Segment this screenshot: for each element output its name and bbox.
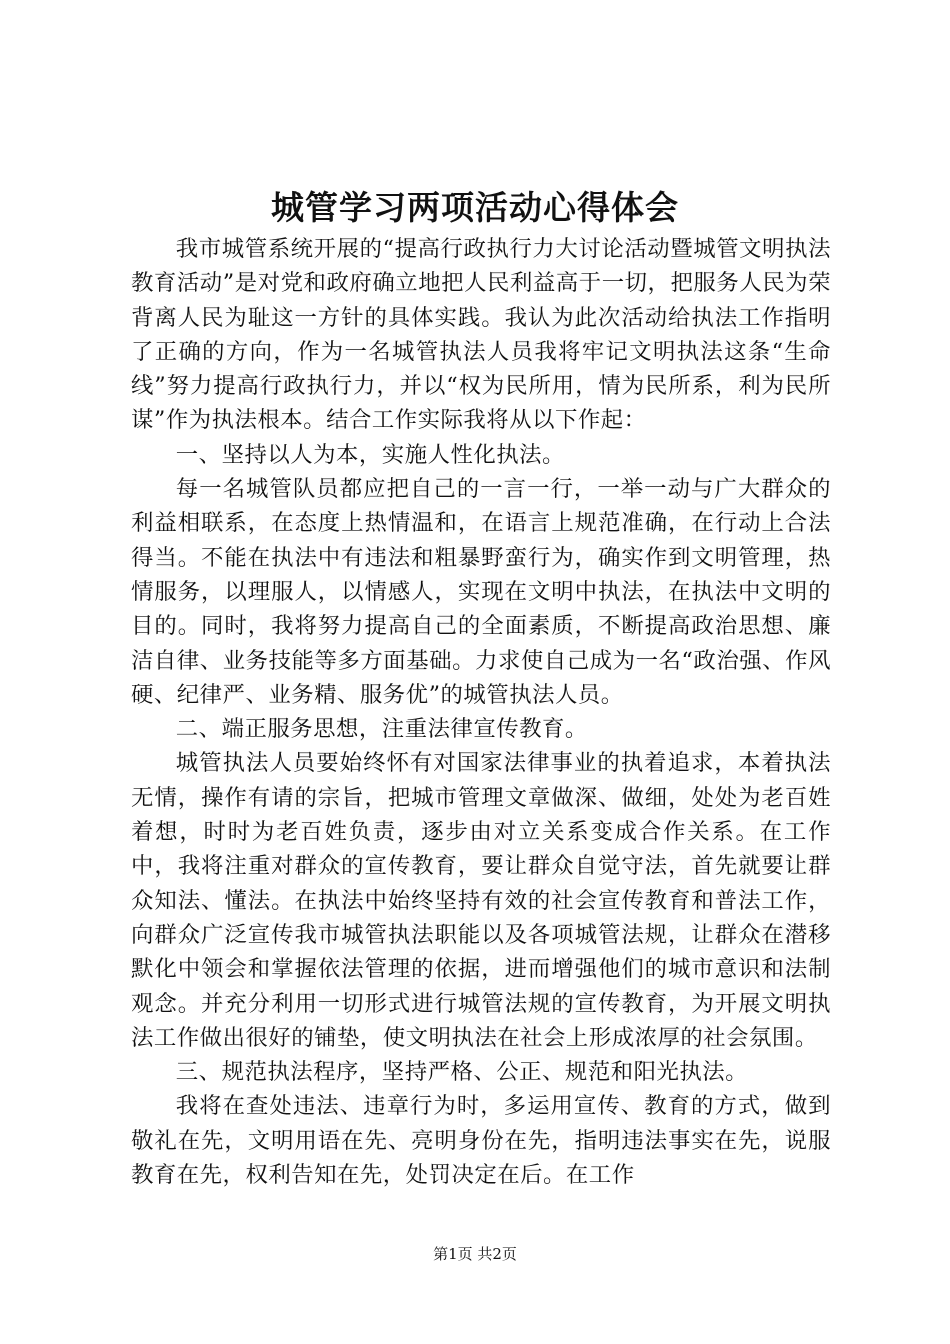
document-body (131, 232, 831, 1192)
page-number-footer: 第1页 共2页 (433, 1245, 517, 1263)
paragraph-section-2: 城管执法人员要始终怀有对国家法律事业的执着追求，本着执法无情，操作有请的宗旨，把城市管理文章做深、做细，处处为老百姓着想，时时为老百姓负责，逐步由对立关系变成合作关系。在工作中，我将注重对群众的宣传教育，要让群众自觉守法，首先就要让群众知法、懂法。在执法中始终坚持有效的社会宣传教育和普法工作，向群众广泛宣传我市城管执法职能以及各项城管法规，让群众在潜移默化中领会和掌握依法管理的依据，进而增强他们的城市意识和法制观念。并充分利用一切形式进行城管法规的宣传教育，为开展文明执法工作做出很好的铺垫，使文明执法在社会上形成浓厚的社会氛围。 (131, 750, 831, 1051)
page-title: 城管学习两项活动心得体会 (271, 188, 679, 227)
section-heading-1: 一、坚持以人为本，实施人性化执法。 (175, 441, 565, 468)
paragraph-section-1: 每一名城管队员都应把自己的一言一行，一举一动与广大群众的利益相联系，在态度上热情温和，在语言上规范准确，在行动上合法得当。不能在执法中有违法和粗暴野蛮行为，确实作到文明管理，热情服务，以理服人，以情感人，实现在文明中执法，在执法中文明的目的。同时，我将努力提高自己的全面素质，不断提高政治思想、廉洁自律、业务技能等多方面基础。力求使自己成为一名“政治强、作风硬、纪律严、业务精、服务优”的城管执法人员。 (131, 476, 831, 708)
section-heading-2: 二、端正服务思想，注重法律宣传教育。 (175, 716, 588, 743)
paragraph-section-3: 我将在查处违法、违章行为时，多运用宣传、教育的方式，做到敬礼在先，文明用语在先、亮明身份在先，指明违法事实在先，说服教育在先，权利告知在先，处罚决定在后。在工作 (131, 1093, 831, 1189)
section-heading-3: 三、规范执法程序，坚持严格、公正、规范和阳光执法。 (175, 1059, 749, 1086)
paragraph-intro: 我市城管系统开展的“提高行政执行力大讨论活动暨城管文明执法教育活动”是对党和政府确立地把人民利益高于一切，把服务人民为荣背离人民为耻这一方针的具体实践。我认为此次活动给执法工作指明了正确的方向，作为一名城管执法人员我将牢记文明执法这条“生命线”努力提高行政执行力，并以“权为民所用，情为民所系，利为民所谋”作为执法根本。结合工作实际我将从以下作起： (131, 236, 831, 434)
